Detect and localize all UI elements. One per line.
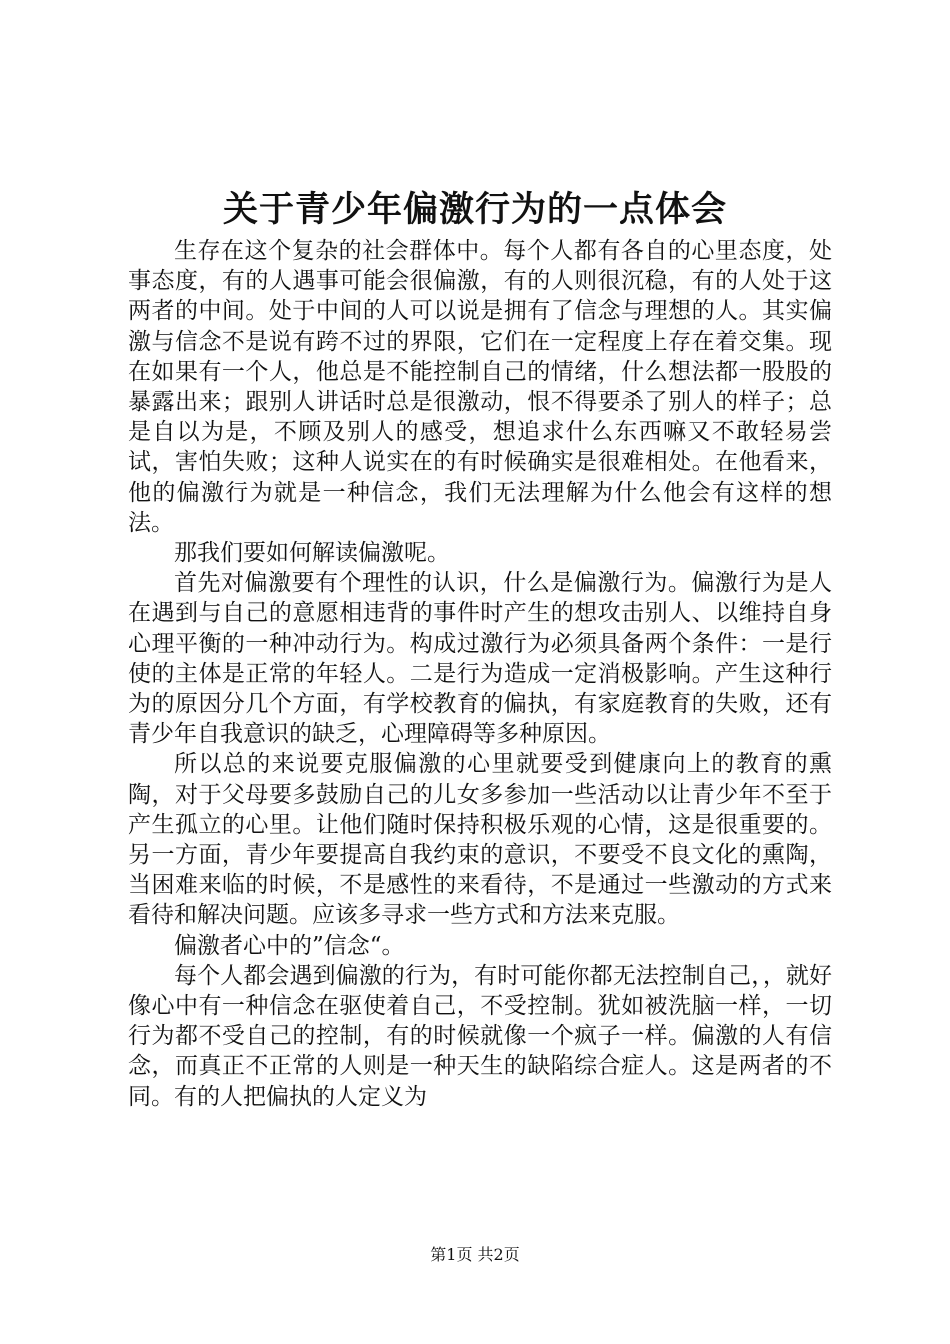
- paragraph: 首先对偏激要有个理性的认识，什么是偏激行为。偏激行为是人在遇到与自己的意愿相违背的事件时产生的想攻击别人、以维持自身心理平衡的一种冲动行为。构成过激行为必须具备两个条件：一是行使的主体是正常的年轻人。二是行为造成一定消极影响。产生这种行为的原因分几个方面，有学校教育的偏执，有家庭教育的失败，还有青少年自我意识的缺乏，心理障碍等多种原因。: [128, 570, 832, 748]
- paragraph: 那我们要如何解读偏激呢。: [174, 540, 450, 567]
- paragraph: 生存在这个复杂的社会群体中。每个人都有各自的心里态度，处事态度，有的人遇事可能会很偏激，有的人则很沉稳，有的人处于这两者的中间。处于中间的人可以说是拥有了信念与理想的人。其实偏激与信念不是说有跨不过的界限，它们在一定程度上存在着交集。现在如果有一个人，他总是不能控制自己的情绪，什么想法都一股股的暴露出来；跟别人讲话时总是很激动，恨不得要杀了别人的样子；总是自以为是，不顾及别人的感受，想追求什么东西嘛又不敢轻易尝试，害怕失败；这种人说实在的有时候确实是很难相处。在他看来，他的偏激行为就是一种信念，我们无法理解为什么他会有这样的想法。: [128, 238, 832, 536]
- document-title: 关于青少年偏激行为的一点体会: [222, 189, 727, 230]
- paragraph: 每个人都会遇到偏激的行为，有时可能你都无法控制自己，，就好像心中有一种信念在驱使着自己，不受控制。犹如被洗脑一样，一切行为都不受自己的控制，有的时候就像一个疯子一样。偏激的人有信念，而真正不正常的人则是一种天生的缺陷综合症人。这是两者的不同。有的人把偏执的人定义为: [128, 962, 832, 1110]
- paragraph: 偏激者心中的”信念“。: [174, 932, 405, 959]
- document-body: [128, 236, 832, 1112]
- page-footer: 第1页 共2页: [430, 1245, 520, 1264]
- paragraph: 所以总的来说要克服偏激的心里就要受到健康向上的教育的熏陶，对于父母要多鼓励自己的儿女多参加一些活动以让青少年不至于产生孤立的心里。让他们随时保持积极乐观的心情，这是很重要的。另一方面，青少年要提高自我约束的意识，不要受不良文化的熏陶，当困难来临的时候，不是感性的来看待，不是通过一些激动的方式来看待和解决问题。应该多寻求一些方式和方法来克服。: [128, 751, 832, 929]
